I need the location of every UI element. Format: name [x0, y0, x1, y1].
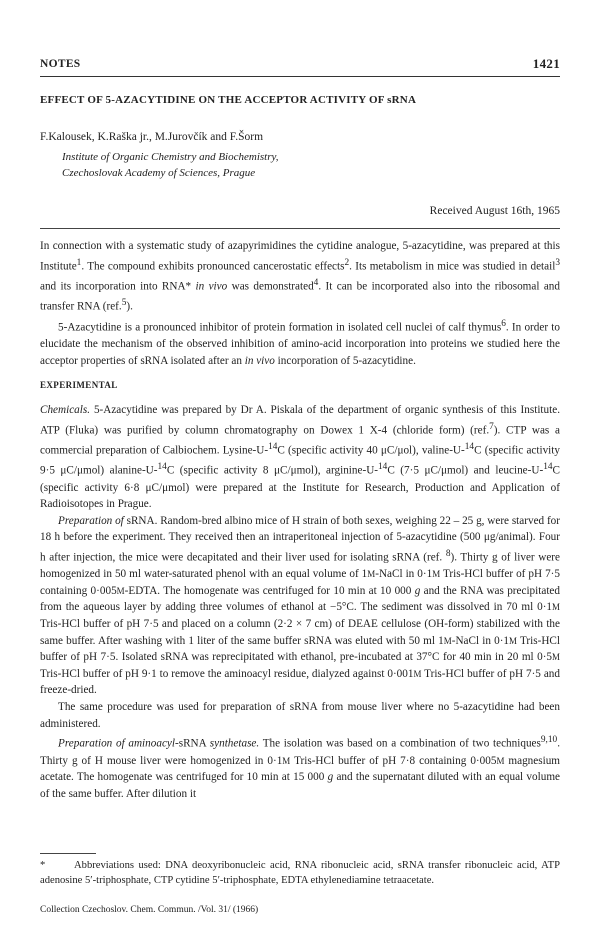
received-date: Received August 16th, 1965 [429, 205, 560, 217]
affiliation-academy: Czechoslovak Academy of Sciences, Prague [62, 167, 256, 179]
intro-text [40, 238, 560, 369]
footnote-mark: * [40, 860, 46, 871]
footnote-rule [40, 853, 96, 854]
article-authors: F.Kalousek, K.Raška jr., M.Jurovčík and F.Šorm [40, 131, 264, 143]
chemicals-paragraph: Chemicals. 5-Azacytidine was prepared by Dr A. Piskala of the department of organic synthesis of this Institute. ATP (Fluka) was purified by column chromatography on Dowex 1 X-4 (chloride form) (ref.$^7$). CTP was a commercial preparation of Calbiochem. Lysine-U-$^{14}$C (specific activity 40 μC/μol), valine-U-$^{14}$C (specific activity 9·5 μC/μmol) alanine-U-$^{14}$C (specific activity 8 μC/μmol), arginine-U-$^{14}$C (7·5 μC/μmol) and leucine-U-$^{14}$C (specific activity 6·8 μC/μmol) were prepared at the Institute for Research, Production and Application of Radioisotopes in Prague. [40, 404, 560, 511]
section-label: NOTES [40, 58, 81, 70]
srna-preparation-paragraph: Preparation of sRNA. Random-bred albino mice of H strain of both sexes, weighing 22 – 25 g, were starved for 18 h before the experiment. They received then an intraperitoneal injection of 5-azacytidine (500 μg/animal). Four h after injection, the mice were decapitated and their liver used for isolating sRNA (ref. $^8$). Thirty g of liver were homogenized in 50 ml water-saturated phenol with an equal volume of 1M-NaCl in 0·1M Tris-HCl buffer of pH 7·5 containing 0·005M-EDTA. The homogenate was centrifuged for 10 min at 10 000 g and the RNA was precipitated from the aqueous layer by adding three volumes of ethanol at −5°C. The sediment was dissolved in 70 ml 0·1M Tris-HCl buffer of pH 7·5 and placed on a column (2·2 × 7 cm) of DEAE cellulose (OH-form) stabilized with the same buffer. After washing with 1 liter of the same buffer sRNA was eluted with 50 ml 1M-NaCl in 0·1M Tris-HCl buffer of pH 7·5. Isolated sRNA was reprecipitated with ethanol, pre-incubated at 37°C for 40 min in 20 ml 0·5M Tris-HCl buffer of pH 9·1 to remove the aminoacyl residue, dialyzed against 0·001M Tris-HCl buffer of pH 7·5 and freeze-dried. [40, 514, 560, 697]
journal-citation: Collection Czechoslov. Chem. Commun. /Vol. 31/ (1966) [40, 905, 259, 915]
intro-paragraph-2: 5-Azacytidine is a pronounced inhibitor of protein formation in isolated cell nuclei of calf thymus$^6$. In order to elucidate the mechanism of the observed inhibition of amino-acid incorporation into proteins we studied here the acceptor properties of sRNA isolated after an in vivo incorporation of 5-azacytidine. [40, 318, 560, 367]
affiliation-institute: Institute of Organic Chemistry and Biochemistry, [62, 151, 279, 163]
synthetase-paragraph: Preparation of aminoacyl-sRNA synthetase. The isolation was based on a combination of two techniques$^{9,10}$. Thirty g of H mouse liver were homogenized in 0·1M Tris-HCl buffer of pH 7·8 containing 0·005M magnesium acetate. The homogenate was centrifuged for 10 min at 15 000 g and the supernatant diluted with an equal volume of the same buffer. After dilution it [40, 735, 560, 800]
page-number: 1421 [532, 56, 560, 71]
section-heading-experimental: EXPERIMENTAL [40, 380, 118, 390]
abstract-rule [40, 228, 560, 229]
footnote-text: Abbreviations used: DNA deoxyribonucleic acid, RNA ribonucleic acid, sRNA transfer ribonucleic acid, ATP adenosine 5′-triphosphate, CTP cytidine 5′-triphosphate, EDTA ethylenediamine tetraacetate. [40, 860, 560, 886]
article-title: EFFECT OF 5-AZACYTIDINE ON THE ACCEPTOR ACTIVITY OF sRNA [40, 94, 417, 106]
experimental-text [40, 402, 560, 802]
intro-paragraph-1: In connection with a systematic study of azapyrimidines the cytidine analogue, 5-azacytidine, was prepared at this Institute$^1$. The compound exhibits pronounced cancerostatic effects$^2$. Its metabolism in mice was studied in detail$^3$ and its incorporation into RNA* in vivo was demonstrated$^4$. It can be incorporated also into the ribosomal and transfer RNA (ref.$^5$). [40, 240, 560, 313]
footnote-abbreviations [40, 858, 560, 888]
header-rule [40, 76, 560, 77]
running-head [40, 56, 560, 74]
control-paragraph: The same procedure was used for preparation of sRNA from mouse liver where no 5-azacytidine had been administered. [40, 701, 560, 730]
